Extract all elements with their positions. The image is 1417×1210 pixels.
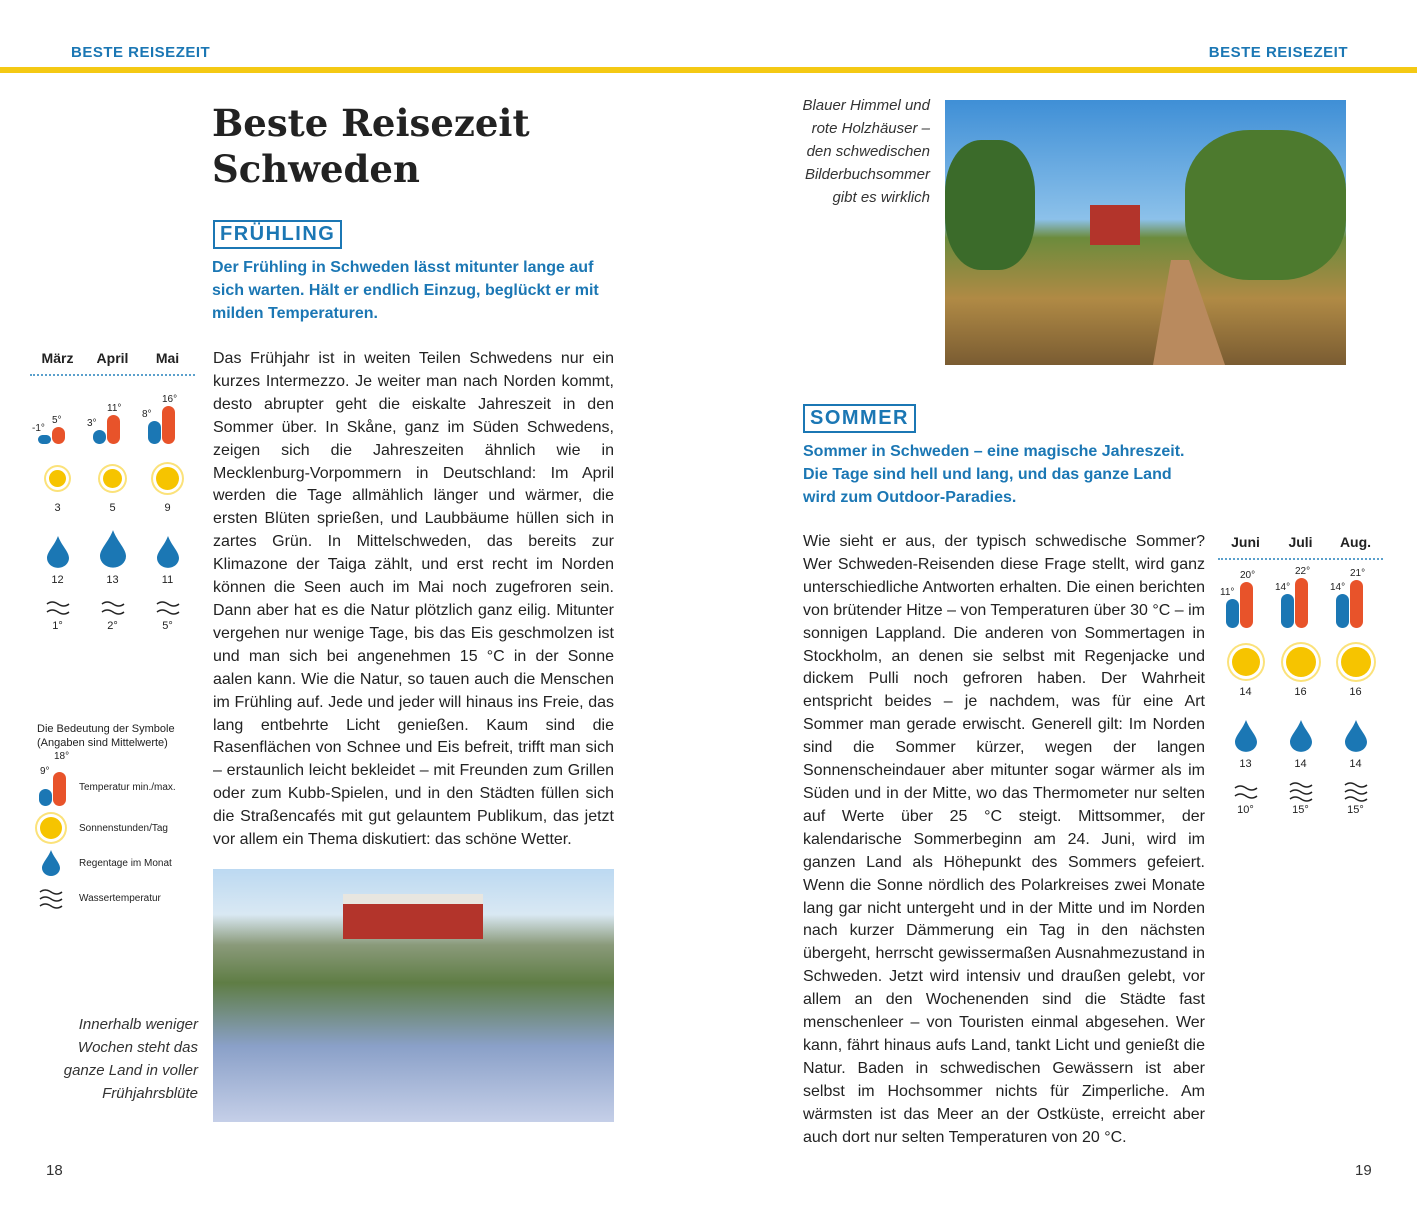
water-row <box>30 598 195 638</box>
summer-body-text: Wie sieht er aus, der typisch schwedische Sommer? Wer Schweden-Reisenden diese Frage stellt, wird ganz unterschiedliche Antworten erhalten. Die einen berichten von brütender Hitze – von Temperaturen über 30 °C – im sonnigen Lappland. Die anderen von Sommertagen in Stockholm, an denen sie selbst mit Regenjacke und dickem Pulli noch gefroren haben. Der Wahrheit entspricht beides – je nachdem, was für eine Art Sommer man gerade erwischt. Generell gilt: Im Norden sind die Sommer kürzer, wegen der langen Sonnenscheindauer aber mitunter sogar wärmer als im Süden und in der Mitte, wo das Thermometer nur selten auf Werte über 25 °C steigt. Mittsommer, der kalendarische Sommerbeginn am 24. Juni, wird im ganzen Land als Höhepunkt des Sommers gefeiert. Wenn die Sonne nördlich des Polarkreises zwei Monate lang gar nicht untergeht und in der Mitte und im Norden nach kurzer Dämmerung ein Tag in den nächsten übergeht, herrscht gewissermaßen Ausnahmezustand in Schweden. Jetzt wird intensiv und draußen gelebt, vor allem an den Wochenenden sind die Städte fast menschenleer – von Touristen einmal abgesehen. Wer kann, fährt hinaus aufs Land, tankt Licht und genießt die Natur. Baden in schwedischen Gewässern ist aber selbst im Hochsommer nichts für Zimperliche. Am wärmsten ist das Meer an der Ostküste, erreicht aber auch dort nur selten Temperaturen von 20 °C. <box>803 533 1205 1146</box>
temp-max-bar <box>1350 580 1363 628</box>
temp-min-value: 14° <box>1330 581 1346 593</box>
running-head-right: BESTE REISEZEIT <box>1208 44 1348 61</box>
temp-max-value: 20° <box>1240 570 1256 582</box>
sun-cell <box>140 458 195 518</box>
page-number-right: 19 <box>1355 1162 1372 1179</box>
temp-max-value: 22° <box>1295 566 1311 578</box>
rain-cell <box>140 530 195 590</box>
symbol-legend <box>37 722 207 917</box>
temp-max-value: 21° <box>1350 568 1366 580</box>
legend-rain-label: Regentage im Monat <box>79 858 172 869</box>
legend-title: Die Bedeutung der Symbole (Angaben sind Mittelwerte) <box>37 723 175 749</box>
month-label: Mai <box>155 350 180 366</box>
temperature-cell <box>1218 560 1273 628</box>
temp-max-bar <box>107 415 120 444</box>
temp-max-value: 16° <box>162 393 178 405</box>
water-waves-icon <box>46 598 70 618</box>
tree <box>1185 130 1346 280</box>
temperature-cell <box>85 376 140 444</box>
temp-max-bar <box>162 406 175 444</box>
temp-min-bar <box>1281 594 1294 629</box>
month-label: Juli <box>1288 534 1313 550</box>
raindrop-icon <box>42 850 60 876</box>
water-waves-icon <box>1344 782 1368 802</box>
water-waves-icon <box>39 887 63 911</box>
sun-icon <box>103 469 122 488</box>
photo-spring-flowers <box>213 869 614 1122</box>
rain-cell <box>1328 714 1383 774</box>
water-cell <box>1273 782 1328 822</box>
water-cell <box>140 598 195 638</box>
spring-lead: Der Frühling in Schweden lässt mitunter lange auf sich warten. Hält er endlich Einzug, beglückt er mit milden Temperaturen. <box>212 259 599 322</box>
water-cell <box>30 598 85 638</box>
red-house <box>1090 205 1140 245</box>
sun-hours-value: 3 <box>54 502 61 514</box>
tree <box>945 140 1035 270</box>
page-title: Beste Reisezeit Schweden <box>212 101 530 191</box>
water-temp-value: 1° <box>52 620 63 632</box>
temp-max-bar <box>1295 578 1308 628</box>
header-rule <box>0 67 1417 73</box>
sun-hours-value: 16 <box>1349 686 1362 698</box>
sun-icon <box>1341 647 1371 677</box>
water-temp-value: 15° <box>1347 804 1364 816</box>
month-label: März <box>41 350 74 366</box>
water-waves-icon <box>1234 782 1258 802</box>
temperature-cell <box>30 376 85 444</box>
raindrop-icon <box>100 530 126 568</box>
temp-max-icon <box>53 772 66 806</box>
rain-days-value: 14 <box>1294 758 1307 770</box>
temperature-row <box>1218 560 1383 628</box>
sun-cell <box>85 458 140 518</box>
water-temp-value: 5° <box>162 620 173 632</box>
month-row <box>1218 534 1383 550</box>
rain-row <box>1218 714 1383 774</box>
climate-table-spring <box>30 350 195 638</box>
water-row <box>1218 782 1383 822</box>
sun-hours-value: 14 <box>1239 686 1252 698</box>
sun-row <box>30 458 195 518</box>
sun-hours-value: 9 <box>164 502 171 514</box>
running-head-left: BESTE REISEZEIT <box>71 44 211 61</box>
temp-min-value: 11° <box>1220 587 1235 599</box>
raindrop-icon <box>1290 720 1312 752</box>
summer-lead: Sommer in Schweden – eine magische Jahreszeit. Die Tage sind hell und lang, und das ganze Land wird zum Outdoor-Paradies. <box>803 443 1185 506</box>
water-waves-icon <box>101 598 125 618</box>
temp-min-bar <box>148 421 161 444</box>
sun-icon <box>49 470 66 487</box>
raindrop-icon <box>157 536 179 568</box>
rain-days-value: 13 <box>1239 758 1252 770</box>
temperature-cell <box>1328 560 1383 628</box>
water-cell <box>1328 782 1383 822</box>
water-cell <box>85 598 140 638</box>
temp-min-value: 8° <box>142 408 152 420</box>
sun-hours-value: 16 <box>1294 686 1307 698</box>
raindrop-icon <box>47 536 69 568</box>
temp-min-value: 14° <box>1275 581 1291 593</box>
legend-tmin: 9° <box>40 766 50 777</box>
raindrop-icon <box>1235 720 1257 752</box>
water-temp-value: 15° <box>1292 804 1309 816</box>
summer-photo-caption: Blauer Himmel und rote Holzhäuser – den schwedischen Bilderbuchsommer gibt es wirklich <box>802 97 930 206</box>
rain-days-value: 12 <box>51 574 64 586</box>
season-label-spring: FRÜHLING <box>213 220 342 249</box>
rain-cell <box>1218 714 1273 774</box>
temp-min-bar <box>1226 599 1239 628</box>
month-label: Juni <box>1231 534 1260 550</box>
rain-cell <box>30 530 85 590</box>
water-cell <box>1218 782 1273 822</box>
temp-min-bar <box>38 435 51 444</box>
temp-min-value: -1° <box>32 423 45 434</box>
sun-icon <box>156 467 179 490</box>
month-label: April <box>96 350 129 366</box>
temperature-cell <box>140 376 195 444</box>
month-label: Aug. <box>1339 534 1372 550</box>
sun-icon <box>1232 648 1260 676</box>
legend-temp-label: Temperatur min./max. <box>79 782 176 793</box>
temperature-row <box>30 376 195 444</box>
sun-cell <box>1218 642 1273 702</box>
temp-min-bar <box>93 430 106 444</box>
temp-max-bar <box>1240 582 1253 628</box>
rain-row <box>30 530 195 590</box>
water-waves-icon <box>156 598 180 618</box>
sun-icon <box>40 817 62 839</box>
month-row <box>30 350 195 366</box>
water-temp-value: 10° <box>1237 804 1254 816</box>
raindrop-icon <box>1345 720 1367 752</box>
spring-photo-caption: Innerhalb weniger Wochen steht das ganze Land in voller Frühjahrsblüte <box>63 1016 198 1102</box>
temp-max-value: 5° <box>52 414 62 426</box>
rain-cell <box>1273 714 1328 774</box>
dirt-road <box>1135 260 1225 365</box>
temperature-cell <box>1273 560 1328 628</box>
legend-sun-label: Sonnenstunden/Tag <box>79 823 168 834</box>
rain-days-value: 13 <box>106 574 119 586</box>
rain-days-value: 14 <box>1349 758 1362 770</box>
temp-min-bar <box>1336 594 1349 629</box>
sun-row <box>1218 642 1383 702</box>
photo-summer-road <box>945 100 1346 365</box>
climate-table-summer <box>1218 534 1383 822</box>
water-temp-value: 2° <box>107 620 118 632</box>
temp-max-value: 11° <box>107 403 122 415</box>
temp-min-icon <box>39 789 52 806</box>
legend-water-label: Wassertemperatur <box>79 893 161 904</box>
temp-max-bar <box>52 427 65 444</box>
temp-min-value: 3° <box>87 418 97 430</box>
water-waves-icon <box>1289 782 1313 802</box>
sun-cell <box>30 458 85 518</box>
page-number-left: 18 <box>46 1162 63 1179</box>
rain-days-value: 11 <box>161 574 174 586</box>
legend-tmax: 18° <box>54 751 70 762</box>
spring-body-text: Das Frühjahr ist in weiten Teilen Schwedens nur ein kurzes Intermezzo. Je weiter man nach Norden kommt, desto abrupter geht die eiskalte Jahreszeit in den Sommer über. In Skåne, ganz im Süden Schwedens, zeigen sich die Jahreszeiten ähnlich wie in Mecklenburg-Vorpommern in Deutschland: Im April werden die Tage allmählich länger und wärmer, die ersten Blüten sprießen, und Laubbäume hüllen sich in zartes Grün. In Mittelschweden, das bereits zur Klimazone der Taiga zählt, und erst recht im Norden können die Seen auch im Mai noch zugefroren sein. Dann aber hat es die Natur plötzlich ganz eilig. Mitunter vergehen nur wenige Tage, bis das Eis geschmolzen ist und man sich bei angenehmen 15 °C in der Sonne aalen kann. Wie die Natur, so tauen auch die Menschen im Frühling auf. Jede und jeder will hinaus ins Freie, das lang entbehrte Licht genießen. Kaum sind die Rasenflächen von Schnee und Eis befreit, trifft man sich – erstaunlich leicht bekleidet – mit Freunden zum Grillen oder zum Kubb-Spielen, und in den Städten füllen sich die Straßencafés mit gut gelauntem Publikum, das jetzt vor allem ein Thema diskutiert: das schöne Wetter. <box>213 350 614 849</box>
sun-icon <box>1286 647 1316 677</box>
sun-hours-value: 5 <box>109 502 116 514</box>
sun-cell <box>1273 642 1328 702</box>
season-label-summer: SOMMER <box>803 404 916 433</box>
rain-cell <box>85 530 140 590</box>
sun-cell <box>1328 642 1383 702</box>
red-house <box>343 894 483 939</box>
